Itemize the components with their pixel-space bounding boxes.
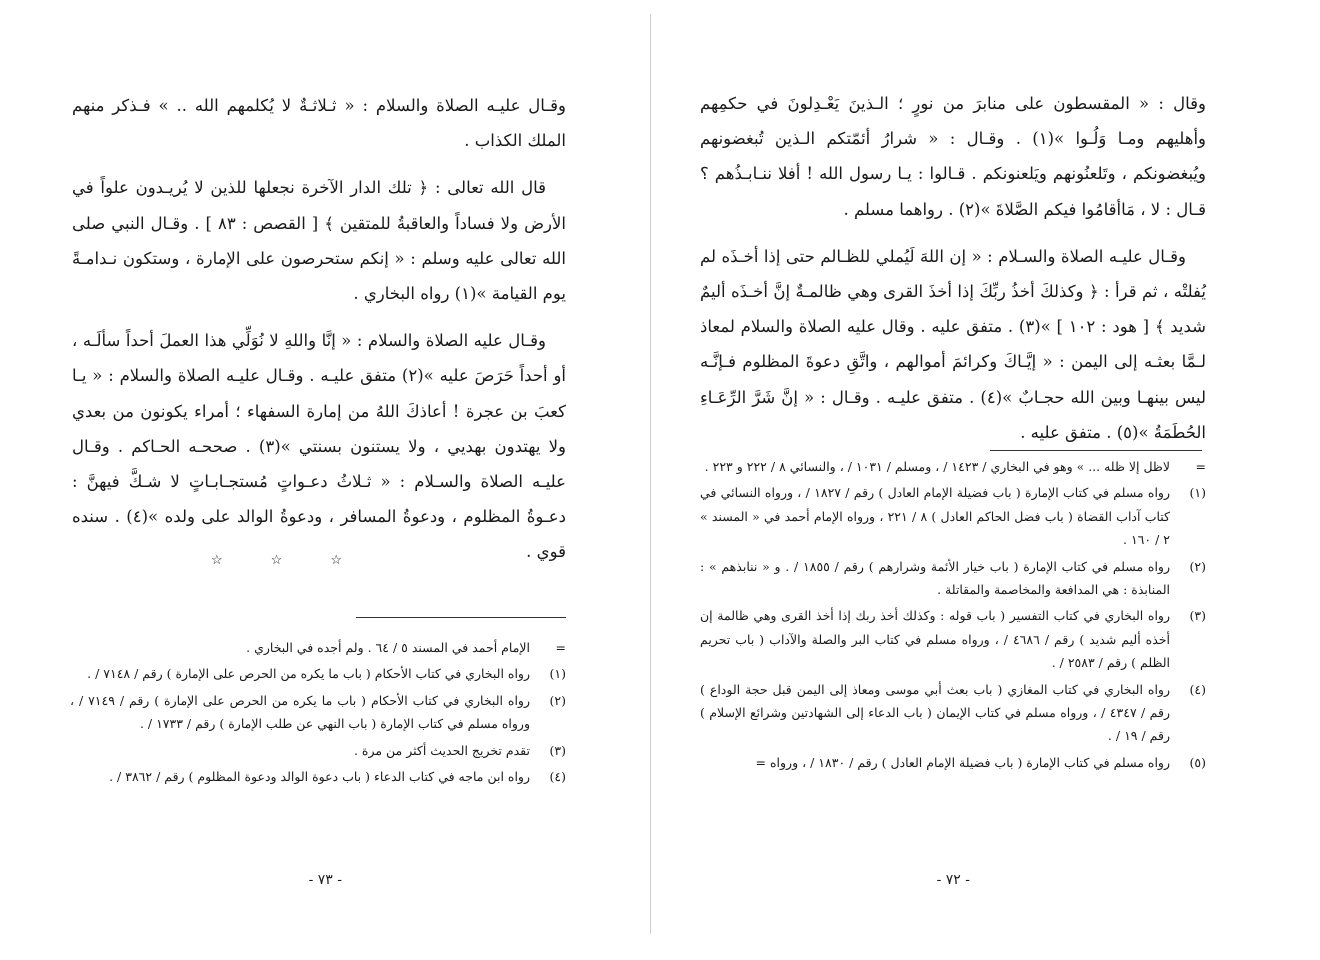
footnote	[70, 689, 566, 736]
footnote-mark: (٣)	[549, 742, 566, 758]
footnote-text: رواه ابن ماجه في كتاب الدعاء ( باب دعوة الوالد ودعوة المظلوم ) رقم / ٣٨٦٢ / .	[109, 769, 530, 785]
footnote-mark: (١)	[1189, 485, 1206, 501]
footnote-mark: =	[555, 640, 566, 655]
right-page	[660, 0, 1320, 960]
footnotes	[700, 455, 1206, 777]
page-number: - ٧٣ -	[308, 872, 342, 888]
footnote	[70, 765, 566, 788]
footnote-mark: (٢)	[1189, 558, 1206, 574]
footnote	[700, 604, 1206, 674]
footnote-text: رواه البخاري في كتاب الأحكام ( باب ما يكره من الحرص على الإمارة ) رقم / ٧١٤٨ / .	[87, 666, 530, 682]
footnote	[700, 481, 1206, 551]
footnote-text: الإمام أحمد في المسند ٥ / ٦٤ . ولم أجده في البخاري .	[246, 640, 530, 655]
paragraph: وقـال عليـه الصلاة والسلام : « ثـلاثـةٌ لا يُكلمهم الله .. » فـذكر منهم الملك الكذاب .	[72, 96, 566, 151]
footnote-text: رواه البخاري في كتاب الأحكام ( باب ما يكره من الحرص على الإمارة ) رقم / ٧١٤٩ / ، ورواه مسلم في كتاب الإمارة ( باب النهي عن طلب الإمارة ) رقم / ١٧٣٣ / .	[70, 692, 530, 732]
footnote-text: رواه مسلم في كتاب الإمارة ( باب خيار الأئمة وشرارهم ) رقم / ١٨٥٥ / . و « ننابذهم » : المنابذة : هي المدافعة والمخاصمة والمقاتلة .	[700, 558, 1171, 598]
page-gutter	[650, 14, 651, 934]
page-number: - ٧٢ -	[936, 872, 970, 888]
footnote	[70, 662, 566, 685]
footnote-mark: (٤)	[1189, 681, 1206, 697]
footnote-text: لاظل إلا ظله ... » وهو في البخاري / ١٤٢٣ / ، ومسلم / ١٠٣١ / ، والنسائي ٨ / ٢٢٢ و ٢٢٣ .	[704, 459, 1170, 474]
footnote-mark: (١)	[549, 666, 566, 682]
footnote-divider	[990, 450, 1202, 451]
footnote	[70, 636, 566, 659]
footnotes	[70, 636, 566, 791]
footnote-mark: (٤)	[549, 769, 566, 785]
footnote-text: رواه البخاري في كتاب التفسير ( باب قوله : وكذلك أخذ ربك إذا أخذ القرى وهي ظالمة إن أخذه أليم شديد ) رقم / ٤٦٨٦ / ، ورواه مسلم في كتاب البر والصلة والآداب ( باب تحريم الظلم ) رقم / ٢٥٨٣ / .	[700, 608, 1170, 671]
footnote-text: تقدم تخريج الحديث أكثر من مرة .	[353, 742, 530, 758]
footnote-divider	[356, 617, 566, 618]
footnote-mark: (٣)	[1189, 608, 1206, 624]
paragraph: قال الله تعالى : ﴿ تلك الدار الآخرة نجعلها للذين لا يُريـدون علواً في الأرض ولا فساداً والعاقبةُ للمتقين ﴾ [ القصص : ٨٣ ] . وقـال النبي صلى الله تعالى عليه وسلم : « إنكم ستحرصون على الإمارة ، وستكون نـدامـةً يوم القيامة »(١) رواه البخاري .	[72, 178, 566, 304]
footnote-text: رواه مسلم في كتاب الإمارة ( باب فضيلة الإمام العادل ) رقم / ١٨٣٠ / ، ورواه =	[755, 754, 1170, 770]
footnote-mark: (٥)	[1189, 754, 1206, 770]
footnote	[70, 739, 566, 762]
paragraph: وقال : « المقسطون على منابرَ من نورٍ ؛ الـذينَ يَعْـدِلونَ في حكمِهم وأهليهم ومـا وَلُـوا »(١) . وقـال : « شرارُ أئمّتكم الـذين تُبغضونهم ويُبغضونكم ، وتَلعنُونهم ويَلعنونكم . قـالوا : يـا رسول الله ! أفلا ننـابـذُهم ؟ قـال : لا ، مَاأقامُوا فيكم الصَّلاةَ »(٢) . رواهما مسلم .	[700, 94, 1207, 219]
footnote	[700, 751, 1206, 774]
section-ornament: ☆☆☆	[211, 553, 390, 568]
main-text	[700, 86, 1206, 462]
main-text	[72, 88, 566, 582]
footnote	[700, 678, 1206, 748]
footnote-mark: (٢)	[549, 692, 566, 708]
paragraph: وقـال عليه الصلاة والسلام : « إنَّا واللهِ لا نُوَلِّي هذا العملَ أحداً سألَـه ، أو أحداً حَرَصَ عليه »(٢) متفق عليـه . وقـال عليـه الصلاة والسلام : « يـا كعبَ بن عجرة ! أعاذكَ اللهُ من إمارة السفهاء ؛ أمراء يكونون من بعدي ولا يهتدون بهديي ، ولا يستنون بسنتي »(٣) . صححـه الحـاكم . وقـال عليـه الصلاة والسـلام : « ثـلاثُ دعـواتٍ مُستجـابـاتٍ لا شـكَّ فيهنَّ : دعـوةُ المظلوم ، ودعوةُ المسافر ، ودعوةُ الوالد على ولده »(٤) . سنده قوي .	[72, 331, 567, 562]
paragraph: وقـال عليـه الصلاة والسـلام : « إن اللهَ لَيُملي للظـالم حتى إذا أخـذَه لم يُفلتْه ، ثم قرأ : ﴿ وكذلكَ أخذُ ربِّكَ إذا أخذَ القرى وهي ظالمـةٌ إنَّ أخـذَه أليمٌ شديد ﴾ [ هود : ١٠٢ ] »(٣) . متفق عليه . وقال عليه الصلاة والسلام لمعاذ لـمَّا بعثـه إلى اليمن : « إيَّـاكَ وكرائمَ أموالهم ، واتَّقِ دعوةَ المظلوم فـإنَّـه ليس بينهـا وبين الله حجـابٌ »(٤) . متفق عليـه . وقـال : « إنَّ شَرَّ الرِّعَـاءِ الحُطَمَةُ »(٥) . متفق عليه .	[700, 246, 1206, 442]
footnote	[700, 455, 1206, 478]
footnote-mark: =	[1195, 459, 1206, 474]
footnote-text: رواه البخاري في كتاب المغازي ( باب بعث أبي موسى ومعاذ إلى اليمن قبل حجة الوداع ) رقم / ٤٣٤٧ / ، ورواه مسلم في كتاب الإيمان ( باب الدعاء إلى الشهادتين وشرائع الإسلام ) رقم / ١٩ / .	[700, 681, 1170, 744]
footnote	[700, 555, 1206, 602]
footnote-text: رواه مسلم في كتاب الإمارة ( باب فضيلة الإمام العادل ) رقم / ١٨٢٧ / ، ورواه النسائي في كتاب آداب القضاة ( باب فضل الحاكم العادل ) ٨ / ٢٢١ ، ورواه الإمام أحمد في « المسند » ٢ / ١٦٠ .	[700, 485, 1170, 548]
